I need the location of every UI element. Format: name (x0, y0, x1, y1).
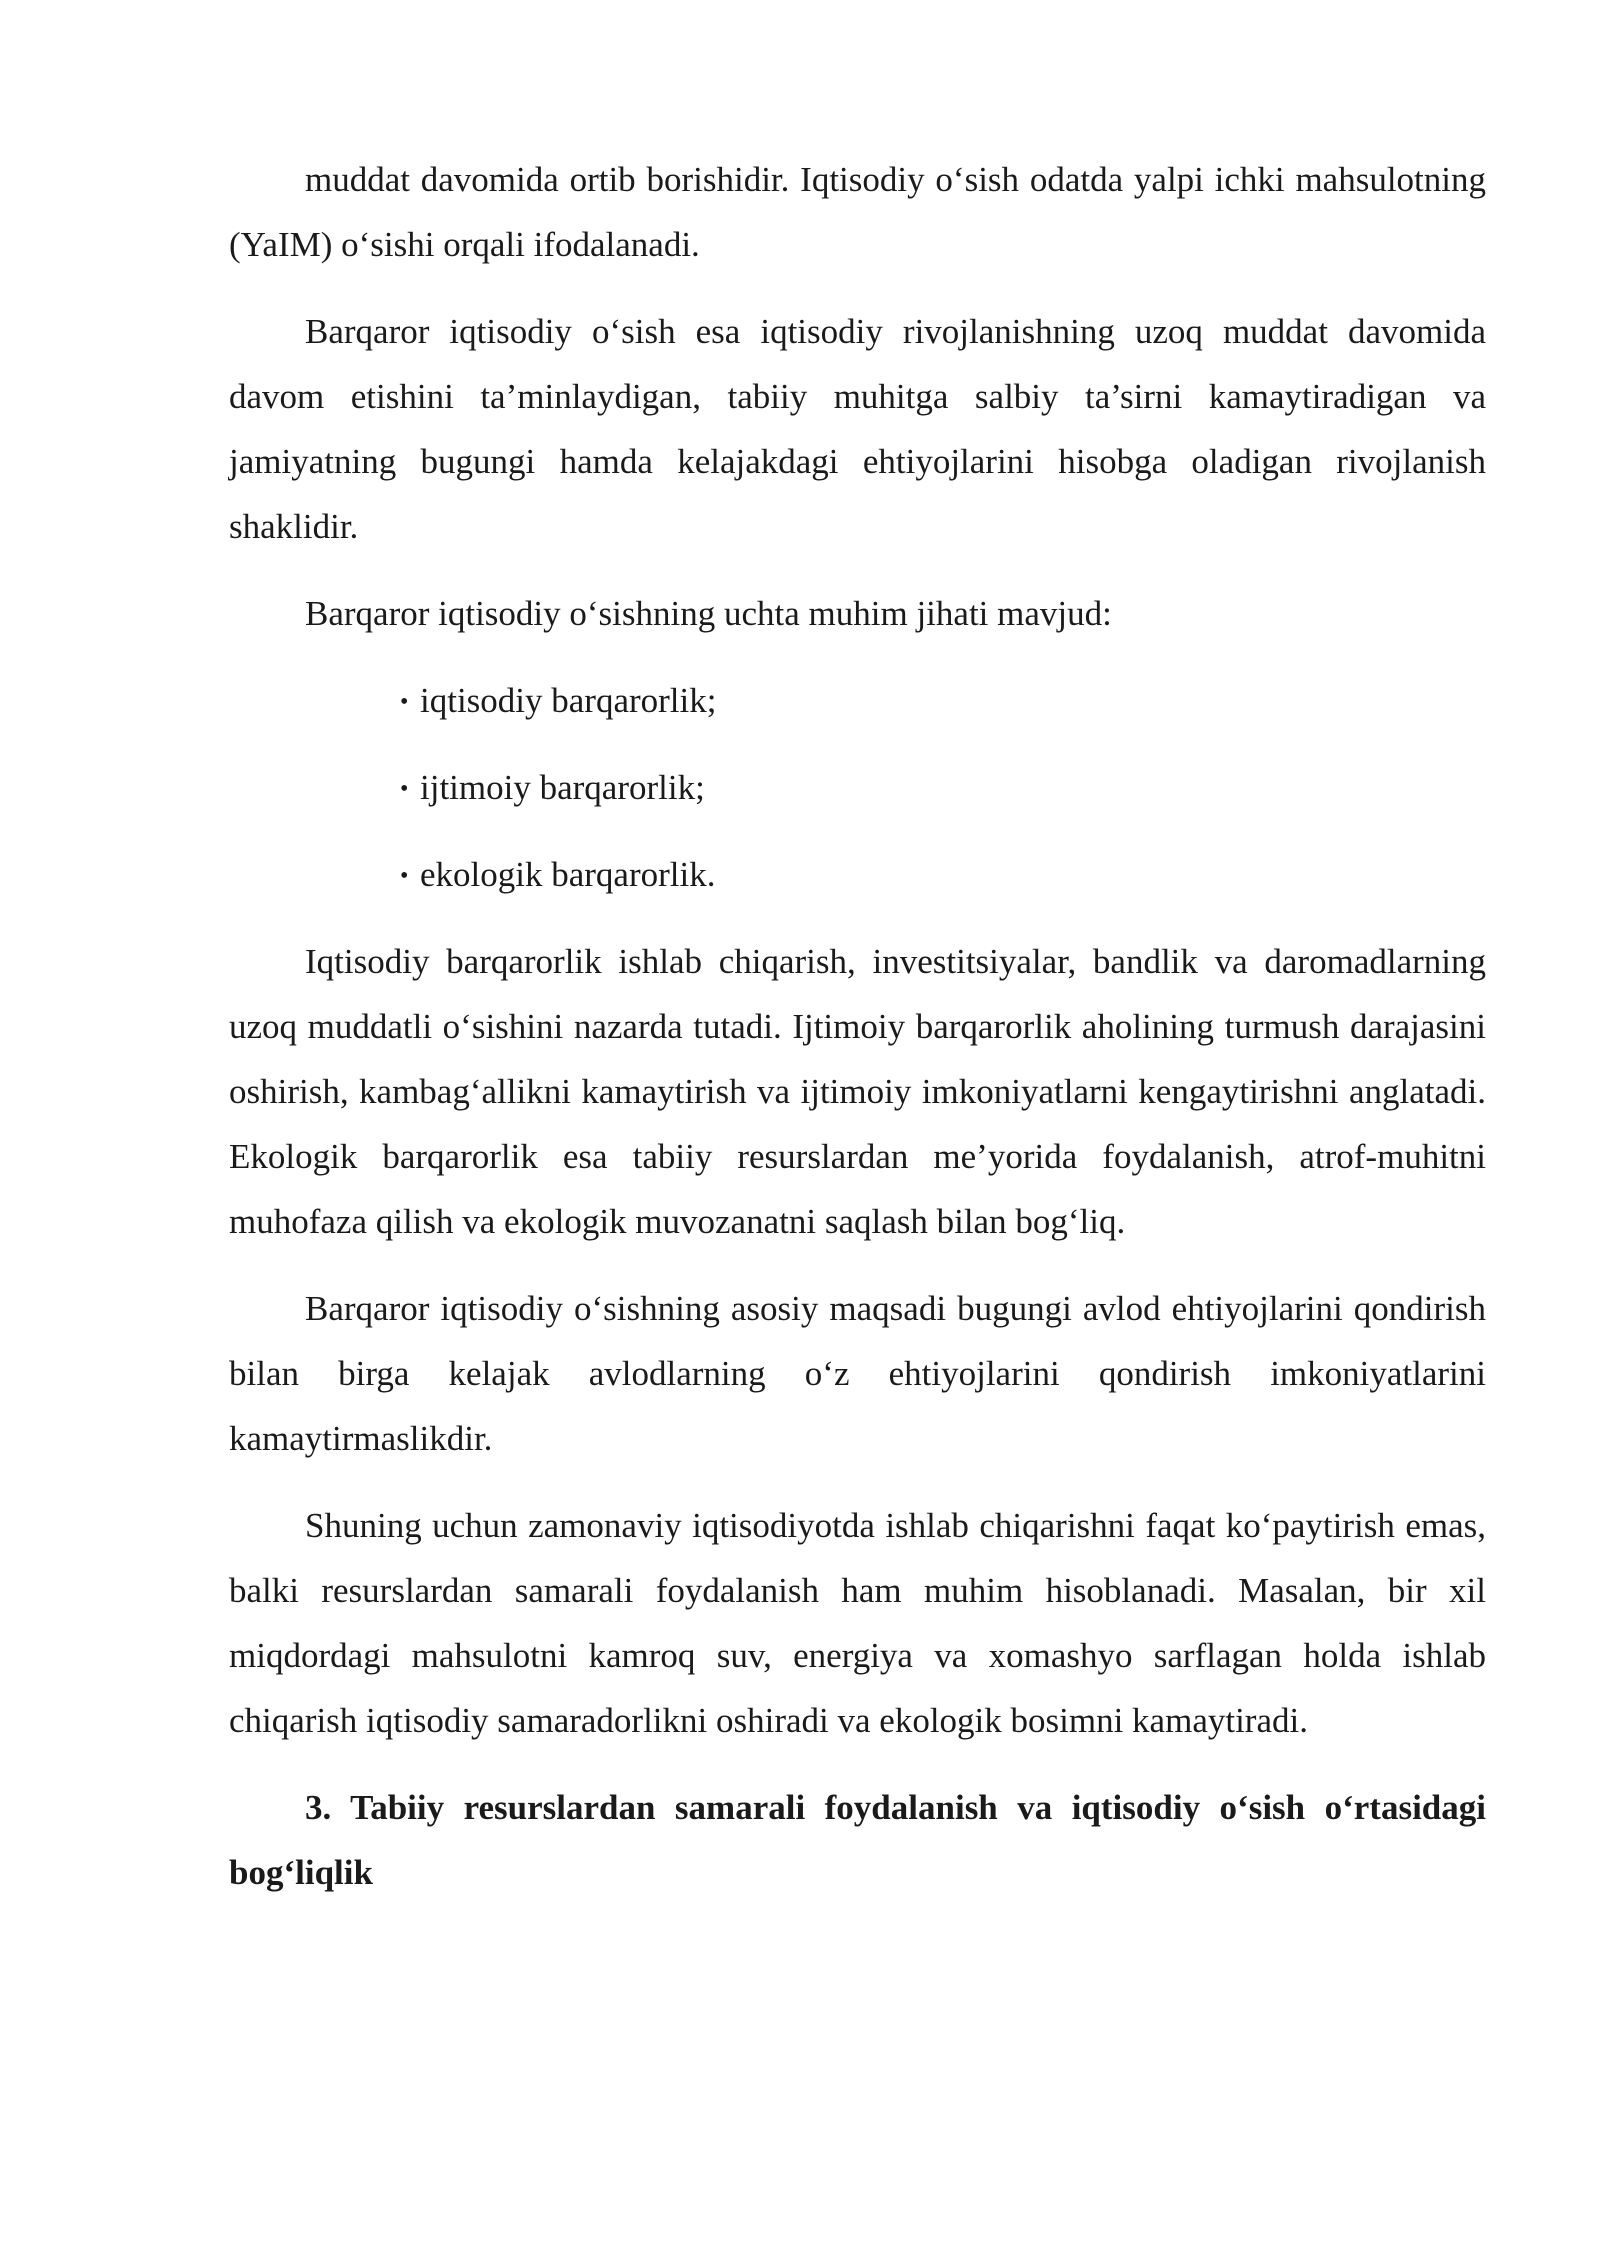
paragraph-sustainable-growth-definition: Barqaror iqtisodiy o‘sish esa iqtisodiy rivojlanishning uzoq muddat davomida davom etishini ta’minlaydigan, tabiiy muhitga salbiy ta’sirni kamaytiradigan va jamiyatning bugungi hamda kelajakdagi ehtiyojlarini hisobga oladigan rivojlanish shaklidir. (229, 312, 1486, 546)
bullet-icon: • (400, 863, 409, 889)
bullet-icon: • (400, 689, 409, 715)
bullet-icon: • (400, 776, 409, 802)
list-item-text: ekologik barqarorlik. (420, 855, 716, 894)
section-heading: 3. Tabiiy resurslardan samarali foydalanish va iqtisodiy o‘sish o‘rtasidagi bog‘liqlik (229, 1788, 1486, 1892)
list-item (229, 842, 1486, 907)
list-item (229, 755, 1486, 820)
list-item (229, 668, 1486, 733)
paragraph-resource-efficiency: Shuning uchun zamonaviy iqtisodiyotda ishlab chiqarishni faqat ko‘paytirish emas, balki resurslardan samarali foydalanish ham muhim hisoblanadi. Masalan, bir xil miqdordagi mahsulotni kamroq suv, energiya va xomashyo sarflagan holda ishlab chiqarish iqtisodiy samaradorlikni oshiradi va ekologik bosimni kamaytiradi. (229, 1506, 1486, 1740)
document-body (229, 147, 1486, 1905)
list-item-text: iqtisodiy barqarorlik; (420, 681, 717, 720)
list-item-text: ijtimoiy barqarorlik; (420, 768, 705, 807)
paragraph-ytm-definition: muddat davomida ortib borishidir. Iqtisodiy o‘sish odatda yalpi ichki mahsulotning (YaIM) o‘sishi orqali ifodalanadi. (229, 160, 1486, 264)
paragraph-main-goal: Barqaror iqtisodiy o‘sishning asosiy maqsadi bugungi avlod ehtiyojlarini qondirish bilan birga kelajak avlodlarning o‘z ehtiyojlarini qondirish imkoniyatlarini kamaytirmaslikdir. (229, 1289, 1486, 1458)
aspects-bullet-list (229, 668, 1486, 907)
paragraph-aspects-explained: Iqtisodiy barqarorlik ishlab chiqarish, investitsiyalar, bandlik va daromadlarning uzoq muddatli o‘sishini nazarda tutadi. Ijtimoiy barqarorlik aholining turmush darajasini oshirish, kambag‘allikni kamaytirish va ijtimoiy imkoniyatlarni kengaytirishni anglatadi. Ekologik barqarorlik esa tabiiy resurslardan me’yorida foydalanish, atrof-muhitni muhofaza qilish va ekologik muvozanatni saqlash bilan bog‘liq. (229, 942, 1486, 1241)
paragraph-three-aspects-intro: Barqaror iqtisodiy o‘sishning uchta muhim jihati mavjud: (305, 594, 1112, 633)
